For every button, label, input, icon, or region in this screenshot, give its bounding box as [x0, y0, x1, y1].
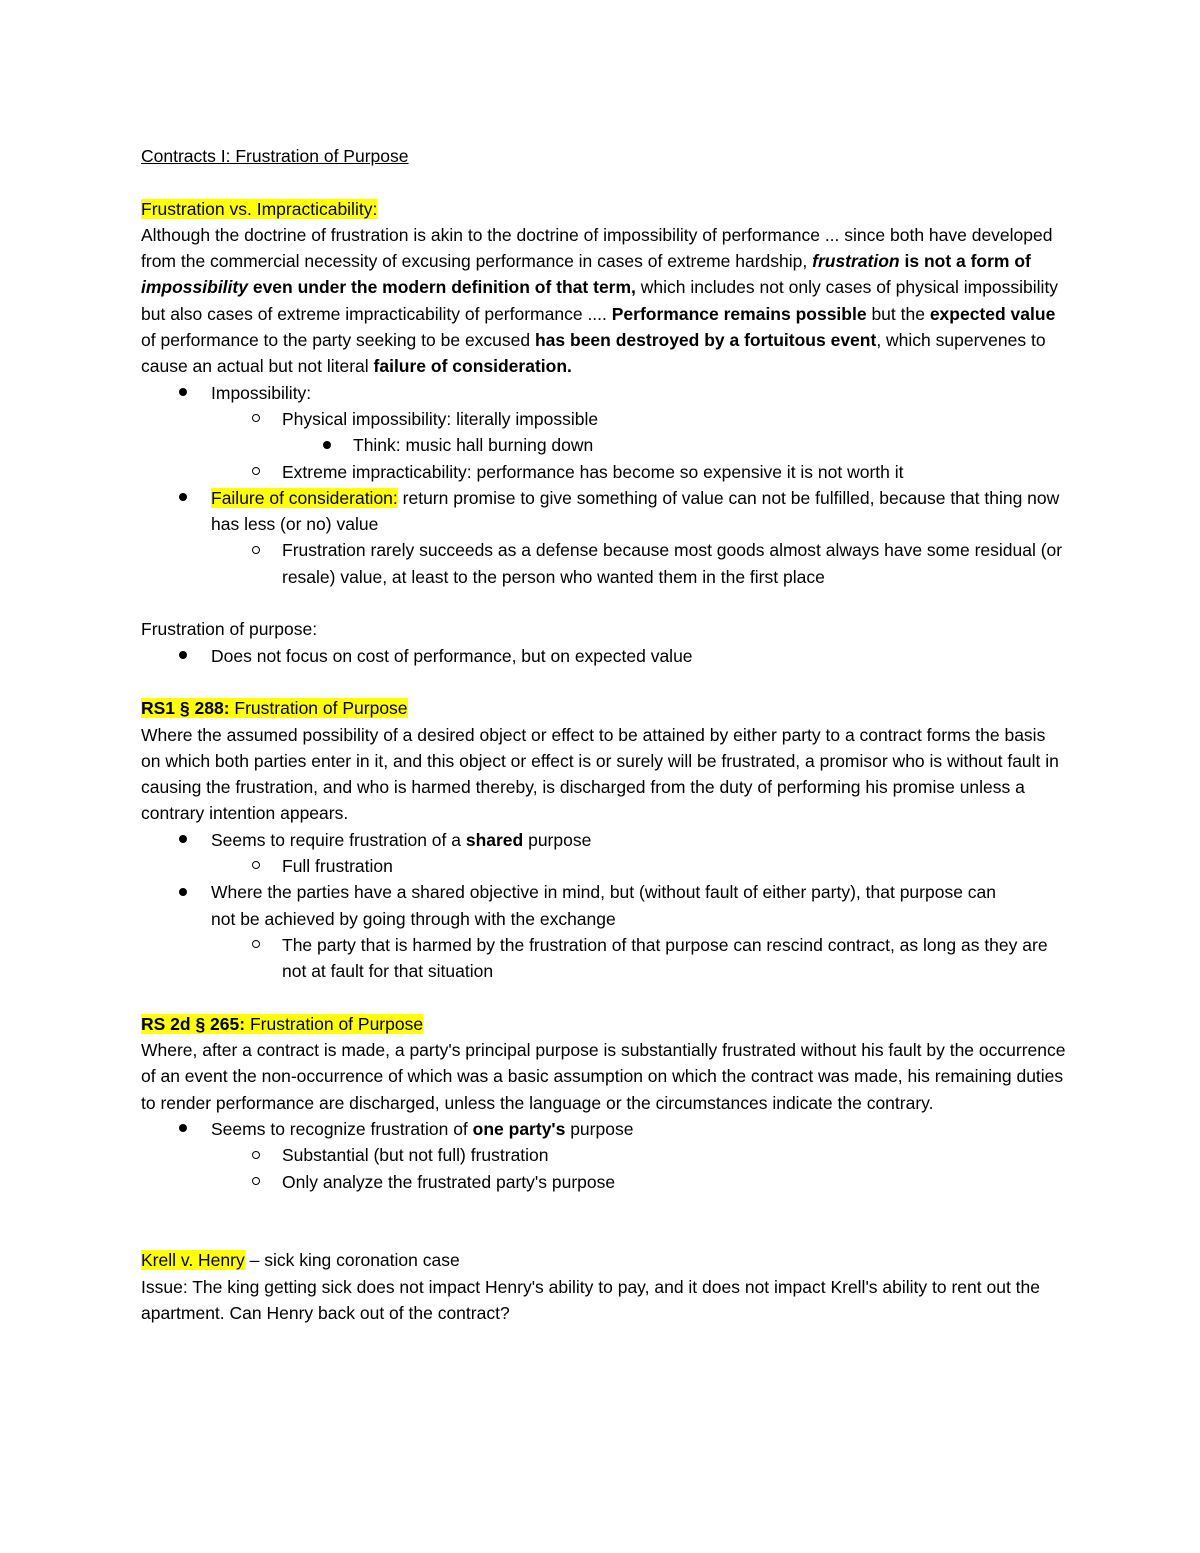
circle-bullet-icon [246, 406, 266, 432]
circle-bullet-icon [246, 932, 266, 958]
list-item: Seems to recognize frustration of one party's purpose [141, 1116, 1066, 1142]
bullet-icon [173, 380, 193, 406]
section-heading-frustration-vs-impracticability: Frustration vs. Impracticability: [141, 198, 378, 219]
section-heading-rs1-288: RS1 § 288: Frustration of Purpose [141, 698, 408, 719]
list-item: Substantial (but not full) frustration [141, 1142, 1066, 1168]
circle-bullet-icon [246, 853, 266, 879]
section-heading-rs2d-265: RS 2d § 265: Frustration of Purpose [141, 1013, 424, 1034]
bullet-icon [173, 1116, 193, 1142]
circle-bullet-icon [246, 459, 266, 485]
bullet-icon [173, 827, 193, 853]
bullet-icon [173, 485, 193, 511]
list-item: Does not focus on cost of performance, but on expected value [141, 643, 1066, 669]
list-item: Impossibility: [141, 380, 1066, 406]
bullet-icon [173, 643, 193, 669]
list-item: Full frustration [141, 853, 1066, 879]
bullet-icon [173, 879, 193, 905]
case-heading-krell-v-henry: Krell v. Henry – sick king coronation case [141, 1250, 460, 1271]
circle-bullet-icon [246, 1169, 266, 1195]
circle-bullet-icon [246, 1142, 266, 1168]
list-item: Only analyze the frustrated party's purpose [141, 1169, 1066, 1195]
paragraph-frustration-vs-impracticability: Although the doctrine of frustration is akin to the doctrine of impossibility of performance ... since both have developed from the commercial necessity of excusing performance in cases of extreme hardship, frustration is not a form of impossibility even under the modern definition of that term, which includes not only cases of physical impossibility but also cases of extreme impracticability of performance .... Performance remains possible but the expected value of performance to the party seeking to be excused has been destroyed by a fortuitous event, which supervenes to cause an actual but not literal failure of consideration. [141, 224, 1059, 377]
paragraph-issue: Issue: The king getting sick does not impact Henry's ability to pay, and it does not impact Krell's ability to rent out the apartment. Can Henry back out of the contract? [141, 1276, 1040, 1324]
document-title: Contracts I: Frustration of Purpose [141, 146, 409, 166]
paragraph-rs2d-265: Where, after a contract is made, a party's principal purpose is substantially frustrated without his fault by the occurrence of an event the non-occurrence of which was a basic assumption on which the contract was made, his remaining duties to render performance are discharged, unless the language or the circumstances indicate the contrary. [141, 1040, 1066, 1113]
list-item: Failure of consideration: return promise to give something of value can not be fulfilled, because that thing now has less (or no) value [141, 485, 1066, 538]
section-heading-frustration-of-purpose: Frustration of purpose: [141, 619, 318, 640]
list-item: Think: music hall burning down [141, 432, 1066, 458]
list-item: Where the parties have a shared objective in mind, but (without fault of either party), that purpose can not be achieved by going through with the exchange [141, 879, 1011, 932]
list-item: Extreme impracticability: performance has become so expensive it is not worth it [141, 459, 1066, 485]
list-item: Physical impossibility: literally impossible [141, 406, 1066, 432]
circle-bullet-icon [246, 537, 266, 563]
list-item: The party that is harmed by the frustration of that purpose can rescind contract, as long as they are not at fault for that situation [141, 932, 1066, 985]
list-item: Frustration rarely succeeds as a defense because most goods almost always have some residual (or resale) value, at least to the person who wanted them in the first place [141, 537, 1066, 590]
bullet-icon [317, 432, 337, 458]
list-item: Seems to require frustration of a shared purpose [141, 827, 1066, 853]
document-page [141, 143, 1066, 1326]
paragraph-rs1-288: Where the assumed possibility of a desired object or effect to be attained by either party to a contract forms the basis on which both parties enter in it, and this object or effect is or surely will be frustrated, a promisor who is without fault in causing the frustration, and who is harmed thereby, is discharged from the duty of performing his promise unless a contrary intention appears. [141, 724, 1059, 824]
